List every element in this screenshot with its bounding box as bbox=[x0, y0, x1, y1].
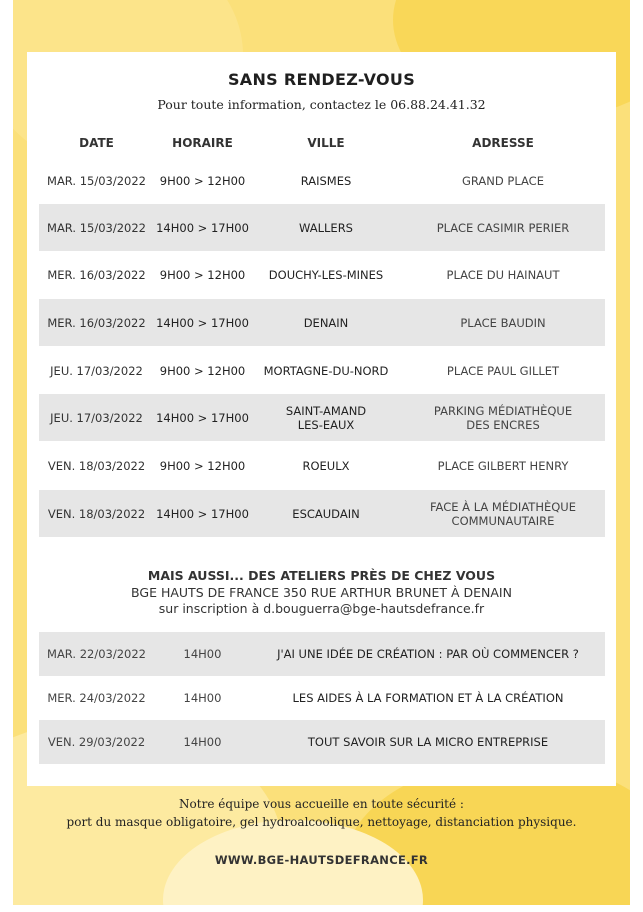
safety-notice-line2: port du masque obligatoire, gel hydroalcoolique, nettoyage, distanciation physique. bbox=[66, 815, 577, 829]
workshop-title: LES AIDES À LA FORMATION ET À LA CRÉATION bbox=[292, 691, 564, 705]
session-date: JEU. 17/03/2022 bbox=[50, 363, 143, 378]
session-hour: 14H00 > 17H00 bbox=[156, 506, 249, 521]
session-city: MORTAGNE-DU-NORD bbox=[263, 363, 389, 378]
session-row bbox=[39, 299, 605, 346]
session-row bbox=[39, 442, 605, 489]
session-date: VEN. 18/03/2022 bbox=[47, 506, 146, 521]
session-hour: 14H00 > 17H00 bbox=[156, 410, 249, 425]
workshop-row bbox=[39, 720, 605, 764]
workshop-row bbox=[39, 676, 605, 720]
session-date: MAR. 15/03/2022 bbox=[47, 173, 146, 188]
session-hour: 14H00 > 17H00 bbox=[156, 315, 249, 330]
session-city: WALLERS bbox=[299, 220, 353, 235]
workshops-address: BGE HAUTS DE FRANCE 350 RUE ARTHUR BRUNET À DENAIN bbox=[131, 585, 512, 600]
workshop-title: TOUT SAVOIR SUR LA MICRO ENTREPRISE bbox=[307, 735, 549, 749]
header-ville: VILLE bbox=[307, 136, 345, 150]
session-address: FACE À LA MÉDIATHÈQUE COMMUNAUTAIRE bbox=[430, 499, 576, 528]
workshop-date: MAR. 22/03/2022 bbox=[47, 647, 146, 661]
session-city: DENAIN bbox=[303, 315, 349, 330]
session-date: VEN. 18/03/2022 bbox=[47, 458, 146, 473]
session-city: ESCAUDAIN bbox=[292, 506, 360, 521]
session-address: PLACE CASIMIR PERIER bbox=[436, 220, 570, 235]
workshop-hour: 14H00 bbox=[183, 647, 222, 661]
session-hour: 9H00 > 12H00 bbox=[159, 363, 246, 378]
session-city: RAISMES bbox=[300, 173, 352, 188]
session-row bbox=[39, 204, 605, 251]
session-row bbox=[39, 394, 605, 441]
safety-notice-line1: Notre équipe vous accueille en toute sécurité : bbox=[179, 797, 464, 811]
session-date: MER. 16/03/2022 bbox=[47, 315, 146, 330]
workshops-title: MAIS AUSSI... DES ATELIERS PRÈS DE CHEZ VOUS bbox=[147, 568, 496, 583]
header-date: DATE bbox=[79, 136, 114, 150]
workshop-title: J'AI UNE IDÉE DE CRÉATION : PAR OÙ COMMENCER ? bbox=[277, 647, 579, 661]
session-city: SAINT-AMAND LES-EAUX bbox=[285, 403, 367, 432]
workshop-hour: 14H00 bbox=[183, 735, 222, 749]
session-city: DOUCHY-LES-MINES bbox=[268, 267, 384, 282]
workshop-date: MER. 24/03/2022 bbox=[47, 691, 146, 705]
session-hour: 9H00 > 12H00 bbox=[159, 173, 246, 188]
session-address: PLACE BAUDIN bbox=[460, 315, 546, 330]
session-date: MAR. 15/03/2022 bbox=[47, 220, 146, 235]
session-hour: 9H00 > 12H00 bbox=[159, 458, 246, 473]
session-row bbox=[39, 347, 605, 394]
session-row bbox=[39, 157, 605, 204]
session-address: PARKING MÉDIATHÈQUE DES ENCRES bbox=[433, 403, 573, 432]
session-hour: 9H00 > 12H00 bbox=[159, 267, 246, 282]
contact-line: Pour toute information, contactez le 06.88.24.41.32 bbox=[157, 97, 486, 112]
session-hour: 14H00 > 17H00 bbox=[156, 220, 249, 235]
website-link[interactable]: WWW.BGE-HAUTSDEFRANCE.FR bbox=[214, 853, 429, 867]
session-address: PLACE PAUL GILLET bbox=[446, 363, 560, 378]
session-date: JEU. 17/03/2022 bbox=[50, 410, 143, 425]
workshop-hour: 14H00 bbox=[183, 691, 222, 705]
session-city: ROEULX bbox=[302, 458, 350, 473]
session-row bbox=[39, 251, 605, 298]
header-hour: HORAIRE bbox=[172, 136, 233, 150]
session-address: PLACE DU HAINAUT bbox=[446, 267, 560, 282]
workshop-date: VEN. 29/03/2022 bbox=[47, 735, 146, 749]
session-date: MER. 16/03/2022 bbox=[47, 267, 146, 282]
page-title: SANS RENDEZ-VOUS bbox=[227, 70, 416, 89]
session-address: PLACE GILBERT HENRY bbox=[437, 458, 569, 473]
session-address: GRAND PLACE bbox=[462, 173, 544, 188]
workshop-row bbox=[39, 632, 605, 676]
workshops-inscription: sur inscription à d.bouguerra@bge-hautsdefrance.fr bbox=[158, 601, 485, 616]
session-row bbox=[39, 490, 605, 537]
header-address: ADRESSE bbox=[472, 136, 534, 150]
